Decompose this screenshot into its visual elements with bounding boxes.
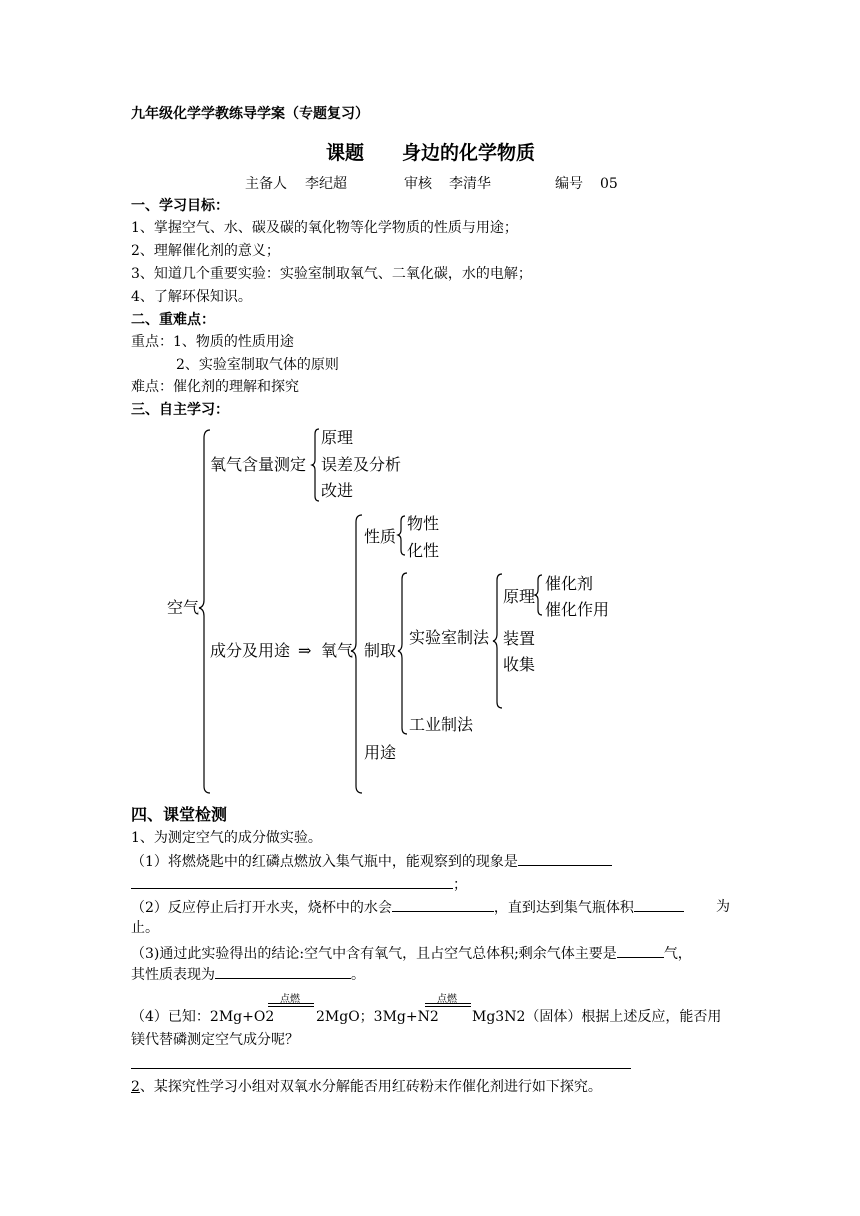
answer-blank[interactable] bbox=[215, 964, 351, 979]
brace-preparation bbox=[398, 573, 407, 734]
preparer-label: 主备人 bbox=[245, 176, 287, 192]
subtitle: 九年级化学学教练导学案（专题复习） bbox=[131, 106, 369, 122]
tree-root: 空气 bbox=[167, 598, 200, 617]
question-1-4-a: （4）已知：2Mg+O2 bbox=[131, 1009, 275, 1025]
classcheck-heading: 四、课堂检测 bbox=[131, 805, 228, 824]
answer-blank[interactable] bbox=[392, 897, 494, 912]
question-1-3-text-a: （3)通过此实验得出的结论:空气中含有氧气，且占空气总体积;剩余气体主要是 bbox=[131, 946, 617, 962]
brace-lab-principle bbox=[535, 575, 542, 615]
key-point-2: 2、实验室制取气体的原则 bbox=[176, 357, 339, 373]
tree-catalyst: 催化剂 bbox=[545, 574, 594, 593]
tree-chemical: 化性 bbox=[407, 541, 440, 560]
question-1-1-text: （1）将燃烧匙中的红磷点燃放入集气瓶中，能观察到的现象是 bbox=[131, 854, 518, 870]
brace-properties bbox=[398, 516, 405, 555]
tree-industrial: 工业制法 bbox=[409, 715, 474, 734]
number-label: 编号 bbox=[555, 176, 583, 192]
question-1-4-d: 镁代替磷测定空气成分呢？ bbox=[131, 1032, 299, 1048]
tree-oxygen: 氧气 bbox=[321, 641, 354, 660]
question-1-3-line2 bbox=[131, 964, 365, 985]
condition-label: 点燃 bbox=[280, 994, 300, 1005]
equals-line bbox=[268, 1003, 314, 1004]
answer-blank[interactable] bbox=[617, 943, 664, 958]
tree-oxygen-measure: 氧气含量测定 bbox=[210, 455, 307, 474]
tree-uses: 用途 bbox=[364, 743, 397, 762]
question-2-number: 2 bbox=[131, 1079, 140, 1095]
equals-line bbox=[425, 1003, 471, 1004]
answer-line[interactable] bbox=[131, 1068, 631, 1069]
objective-item: 2、理解催化剂的意义； bbox=[131, 243, 280, 259]
question-1-2-text-b: ，直到达到集气瓶体积 bbox=[493, 900, 634, 916]
tree-physical: 物性 bbox=[407, 514, 440, 533]
question-1-4-b: 2MgO；3Mg+N2 bbox=[316, 1009, 439, 1025]
reaction-condition-1 bbox=[268, 990, 314, 1014]
equals-line bbox=[425, 1006, 471, 1007]
tree-apparatus: 装置 bbox=[503, 629, 536, 648]
question-1-2-text-d: 止。 bbox=[131, 920, 159, 936]
page-title: 课题 身边的化学物质 bbox=[326, 142, 536, 164]
equals-line bbox=[268, 1006, 314, 1007]
question-1-3-text-c: 其性质表现为 bbox=[131, 967, 215, 983]
answer-blank[interactable] bbox=[131, 874, 453, 889]
key-point-1: 重点：1、物质的性质用途 bbox=[131, 334, 294, 350]
answer-blank[interactable] bbox=[634, 897, 684, 912]
question-1-3-text-d: 。 bbox=[351, 967, 365, 983]
tree-properties: 性质 bbox=[364, 527, 397, 546]
question-2 bbox=[131, 1077, 602, 1097]
tree-lab-principle: 原理 bbox=[503, 587, 536, 606]
objective-item: 3、知道几个重要实验：实验室制取氧气、二氧化碳，水的电解； bbox=[131, 266, 532, 282]
tree-error-analysis: 误差及分析 bbox=[321, 455, 402, 474]
number-value: 05 bbox=[600, 176, 618, 192]
selfstudy-heading: 三、自主学习： bbox=[131, 402, 229, 418]
tree-principle: 原理 bbox=[321, 428, 354, 447]
tree-lab-method: 实验室制法 bbox=[409, 628, 490, 647]
reviewer-label: 审核 bbox=[404, 176, 432, 192]
reaction-condition-2 bbox=[425, 990, 471, 1014]
brace-oxygen-measure bbox=[312, 429, 319, 501]
condition-label: 点燃 bbox=[437, 994, 457, 1005]
objectives-heading: 一、学习目标： bbox=[131, 198, 229, 214]
reviewer-name: 李清华 bbox=[449, 176, 491, 192]
answer-blank[interactable] bbox=[518, 851, 612, 866]
tree-preparation: 制取 bbox=[364, 641, 397, 660]
question-1-2-text-c: 为 bbox=[716, 899, 730, 915]
brace-lab-method bbox=[493, 574, 502, 708]
tree-composition-use: 成分及用途 bbox=[210, 641, 291, 660]
keypoints-heading: 二、重难点： bbox=[131, 312, 215, 328]
question-1: 1、为测定空气的成分做实验。 bbox=[131, 830, 322, 846]
difficulty: 难点：催化剂的理解和探究 bbox=[131, 379, 299, 395]
question-1-3 bbox=[131, 943, 692, 964]
preparer-name: 李纪超 bbox=[305, 176, 347, 192]
question-1-1 bbox=[131, 851, 612, 872]
question-1-3-text-b: 气， bbox=[663, 946, 692, 962]
tree-improve: 改进 bbox=[321, 481, 354, 500]
objective-item: 4、了解环保知识。 bbox=[131, 289, 252, 305]
question-1-2 bbox=[131, 897, 684, 918]
question-2-text: 、某探究性学习小组对双氧水分解能否用红砖粉末作催化剂进行如下探究。 bbox=[139, 1079, 602, 1095]
objective-item: 1、掌握空气、水、碳及碳的氧化物等化学物质的性质与用途； bbox=[131, 220, 518, 236]
tree-collection: 收集 bbox=[503, 655, 536, 674]
tree-catalysis: 催化作用 bbox=[545, 600, 610, 619]
question-1-1-end: ； bbox=[453, 877, 467, 893]
question-1-2-text-a: （2）反应停止后打开水夹，烧杯中的水会 bbox=[131, 900, 392, 916]
question-1-4-c: Mg3N2（固体）根据上述反应，能否用 bbox=[472, 1009, 722, 1025]
brace-root bbox=[199, 430, 210, 793]
tree-arrow: ⇒ bbox=[298, 641, 312, 660]
question-1-1-line2 bbox=[131, 874, 467, 895]
